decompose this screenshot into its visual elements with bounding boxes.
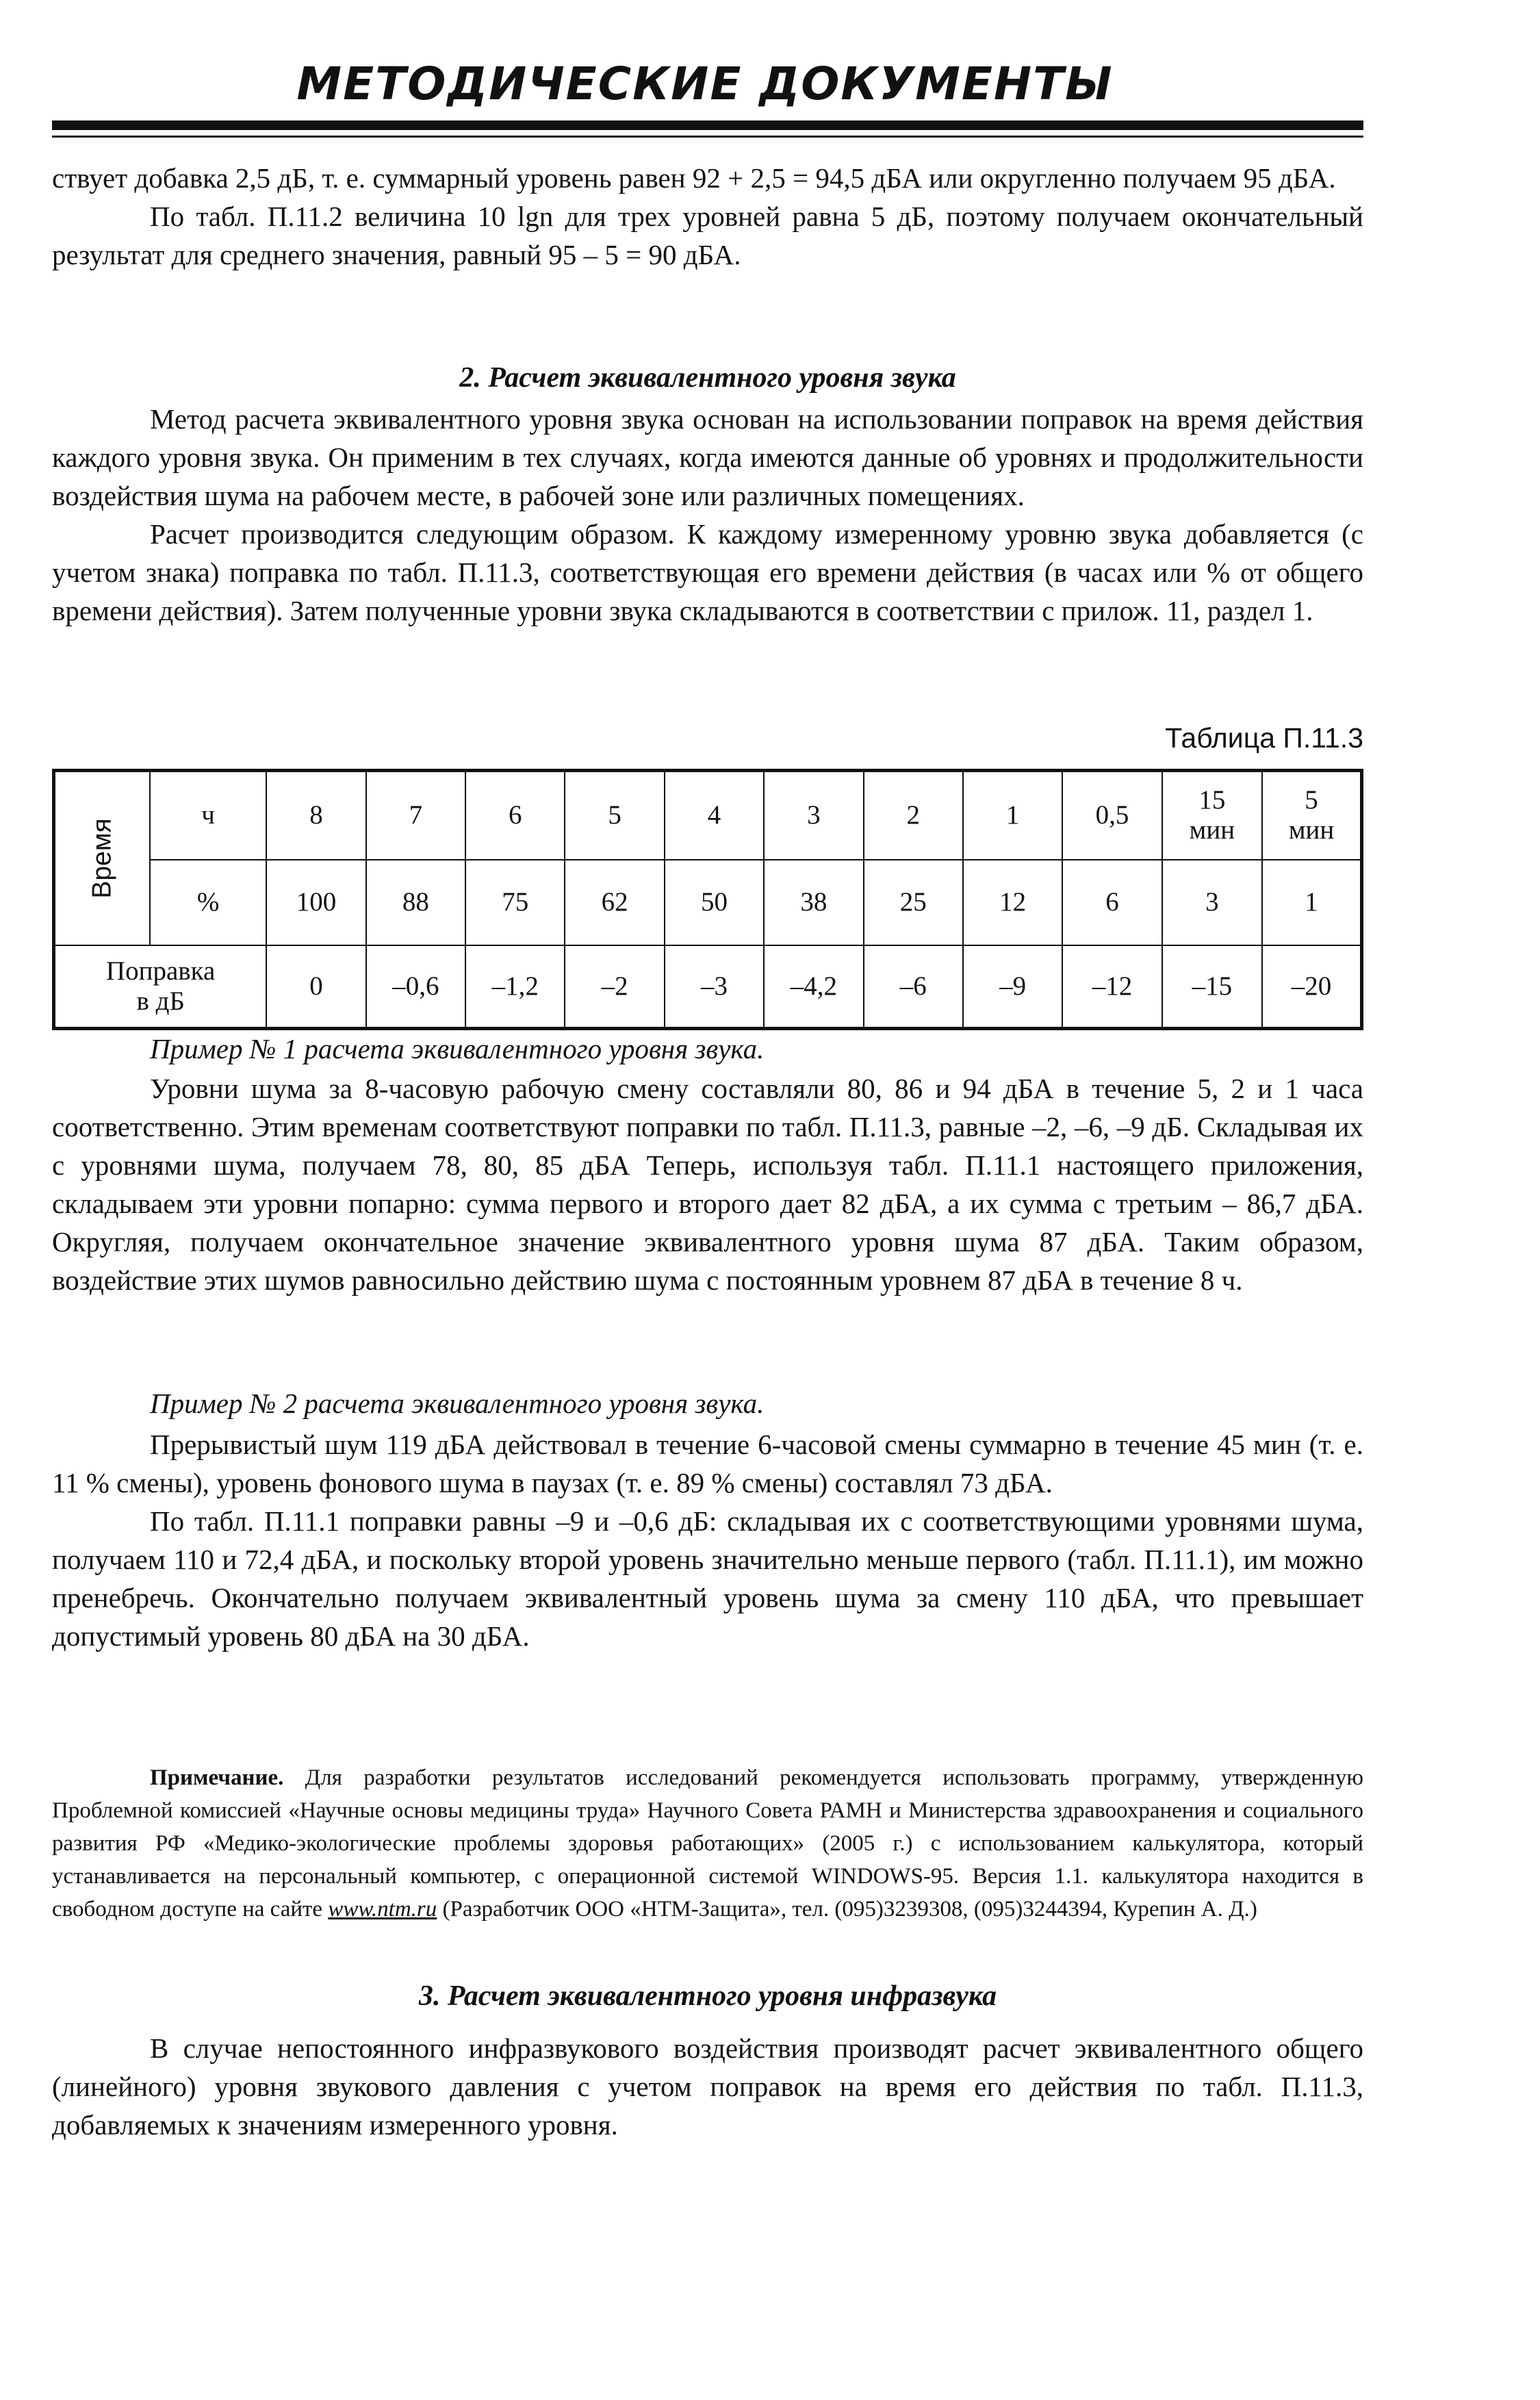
table-cell: –2 xyxy=(565,945,664,1029)
table-cell: 7 xyxy=(366,771,465,860)
table-cell: 0 xyxy=(266,945,365,1029)
example-2-paragraph-1: Прерывистый шум 119 дБА действовал в течение 6-часовой смены суммарно в течение 45 мин (т. е. 11 % смены), уровень фонового шума в паузах (т. е. 89 % смены) составлял 73 дБА. xyxy=(52,1429,1363,1498)
table-cell-5-min xyxy=(1262,771,1361,860)
correction-label: Поправка xyxy=(105,956,216,986)
time-label: Время xyxy=(87,818,117,899)
table-cell: –1,2 xyxy=(465,945,565,1029)
table-cell: 5 xyxy=(565,771,664,860)
section-2-text xyxy=(52,400,1363,630)
header-rule xyxy=(52,120,1363,130)
hours-unit-cell: ч xyxy=(150,771,266,860)
table-cell: –12 xyxy=(1062,945,1162,1029)
section-2-heading: 2. Расчет эквивалентного уровня звука xyxy=(459,362,956,394)
table-cell: 25 xyxy=(864,860,963,945)
table-cell-15-min xyxy=(1162,771,1262,860)
note-text: Для разработки результатов исследований рекомендуется использовать программу, утвержденную Проблемной комиссией «Научные основы медицины труда» Научного Совета РАМН и Министерства здравоохранения и социального развития РФ «Медико-экологические проблемы здоровья работающих» (2005 г.) с использованием калькулятора, который устанавливается на персональный компьютер, с операционной системой WINDOWS-95. Версия 1.1. калькулятора находится в свободном доступе на сайте xyxy=(52,1765,1363,1922)
note-label: Примечание. xyxy=(150,1765,284,1790)
table-caption: Таблица П.11.3 xyxy=(1165,722,1363,754)
table-cell: –20 xyxy=(1262,945,1361,1029)
correction-label-cell xyxy=(54,945,267,1029)
section-2-paragraph-2: Расчет производится следующим образом. К каждому измеренному уровню звука добавляется (с учетом знака) поправка по табл. П.11.3, соответствующая его времени действия (в часах или % от общего времени действия). Затем полученные уровни звука складываются в соответствии с прилож. 11, раздел 1. xyxy=(52,518,1363,626)
section-2-paragraph-1: Метод расчета эквивалентного уровня звука основан на использовании поправок на время действия каждого уровня звука. Он применим в тех случаях, когда имеются данные об уровнях и продолжительности воздействия шума на рабочем месте, в рабочей зоне или различных помещениях. xyxy=(52,403,1363,511)
intro-paragraph-2: По табл. П.11.2 величина 10 lgn для трех уровней равна 5 дБ, поэтому получаем окончательный результат для среднего значения, равный 95 – 5 = 90 дБА. xyxy=(52,201,1363,270)
table-cell-value: 15 xyxy=(1198,785,1226,815)
table-cell: 8 xyxy=(266,771,365,860)
note-block xyxy=(52,1761,1363,1926)
table-cell: 6 xyxy=(1062,860,1162,945)
table-cell: –0,6 xyxy=(366,945,465,1029)
running-header-title: МЕТОДИЧЕСКИЕ ДОКУМЕНТЫ xyxy=(296,58,1114,110)
table-cell: 4 xyxy=(665,771,764,860)
example-2-text-block xyxy=(52,1425,1363,1655)
table-cell: 12 xyxy=(963,860,1062,945)
table-cell: –6 xyxy=(864,945,963,1029)
table-cell: 0,5 xyxy=(1062,771,1162,860)
table-cell: 2 xyxy=(864,771,963,860)
table-row-percent xyxy=(54,860,1362,945)
table-cell: 3 xyxy=(1162,860,1262,945)
table-cell: 1 xyxy=(1262,860,1361,945)
table-cell: 62 xyxy=(565,860,664,945)
table-cell: –9 xyxy=(963,945,1062,1029)
correction-table xyxy=(52,769,1363,1030)
table-cell-unit: мин xyxy=(1288,815,1335,845)
correction-unit: в дБ xyxy=(136,986,185,1016)
table-cell: 100 xyxy=(266,860,365,945)
table-cell: –3 xyxy=(665,945,764,1029)
intro-paragraph-1: ствует добавка 2,5 дБ, т. е. суммарный уровень равен 92 + 2,5 = 94,5 дБА или округленно получаем 95 дБА. xyxy=(52,162,1336,194)
table-cell: 38 xyxy=(764,860,863,945)
table-cell: 6 xyxy=(465,771,565,860)
website-link[interactable]: www.ntm.ru xyxy=(328,1897,437,1922)
example-1-title: Пример № 1 расчета эквивалентного уровня звука. xyxy=(150,1033,765,1064)
table-row-hours xyxy=(54,771,1362,860)
table-cell: 50 xyxy=(665,860,764,945)
example-2-paragraph-2: По табл. П.11.1 поправки равны –9 и –0,6 дБ: складывая их с соответствующими уровнями шума, получаем 110 и 72,4 дБА, и поскольку второй уровень значительно меньше первого (табл. П.11.1), им можно пренебречь. Окончательно получаем эквивалентный уровень шума за смену 110 дБА, что превышает допустимый уровень 80 дБА на 30 дБА. xyxy=(52,1505,1363,1652)
table-cell: –4,2 xyxy=(764,945,863,1029)
intro-text xyxy=(52,159,1363,274)
example-2-title: Пример № 2 расчета эквивалентного уровня звука. xyxy=(150,1388,765,1419)
table-row-correction xyxy=(54,945,1362,1029)
table-cell: 3 xyxy=(764,771,863,860)
table-cell: 88 xyxy=(366,860,465,945)
note-tail: (Разработчик ООО «НТМ-Защита», тел. (095)3239308, (095)3244394, Курепин А. Д.) xyxy=(437,1897,1257,1922)
table-cell: 1 xyxy=(963,771,1062,860)
time-header-cell xyxy=(54,771,150,945)
section-3-text xyxy=(52,2029,1363,2144)
percent-unit-cell: % xyxy=(150,860,266,945)
table-cell: 75 xyxy=(465,860,565,945)
example-1-text: Уровни шума за 8-часовую рабочую смену составляли 80, 86 и 94 дБА в течение 5, 2 и 1 часа соответственно. Этим временам соответствуют поправки по табл. П.11.3, равные –2, –6, –9 дБ. Складывая их с уровнями шума, получаем 78, 80, 85 дБА Теперь, используя табл. П.11.1 настоящего приложения, складываем эти уровни попарно: сумма первого и второго дает 82 дБА, а их сумма с третьим – 86,7 дБА. Округляя, получаем окончательное значение эквивалентного уровня шума 87 дБА. Таким образом, воздействие этих шумов равносильно действию шума с постоянным уровнем 87 дБА в течение 8 ч. xyxy=(52,1073,1363,1296)
section-3-paragraph-1: В случае непостоянного инфразвукового воздействия производят расчет эквивалентного общего (линейного) уровня звукового давления с учетом поправок на время его действия по табл. П.11.3, добавляемых к значениям измеренного уровня. xyxy=(52,2032,1363,2141)
table-cell-unit: мин xyxy=(1189,815,1235,845)
table-cell: –15 xyxy=(1162,945,1262,1029)
example-1-text-block xyxy=(52,1069,1363,1299)
section-3-heading: 3. Расчет эквивалентного уровня инфразвука xyxy=(418,1980,997,2012)
header-rule-thin xyxy=(52,136,1363,138)
table-cell-value: 5 xyxy=(1305,785,1318,815)
